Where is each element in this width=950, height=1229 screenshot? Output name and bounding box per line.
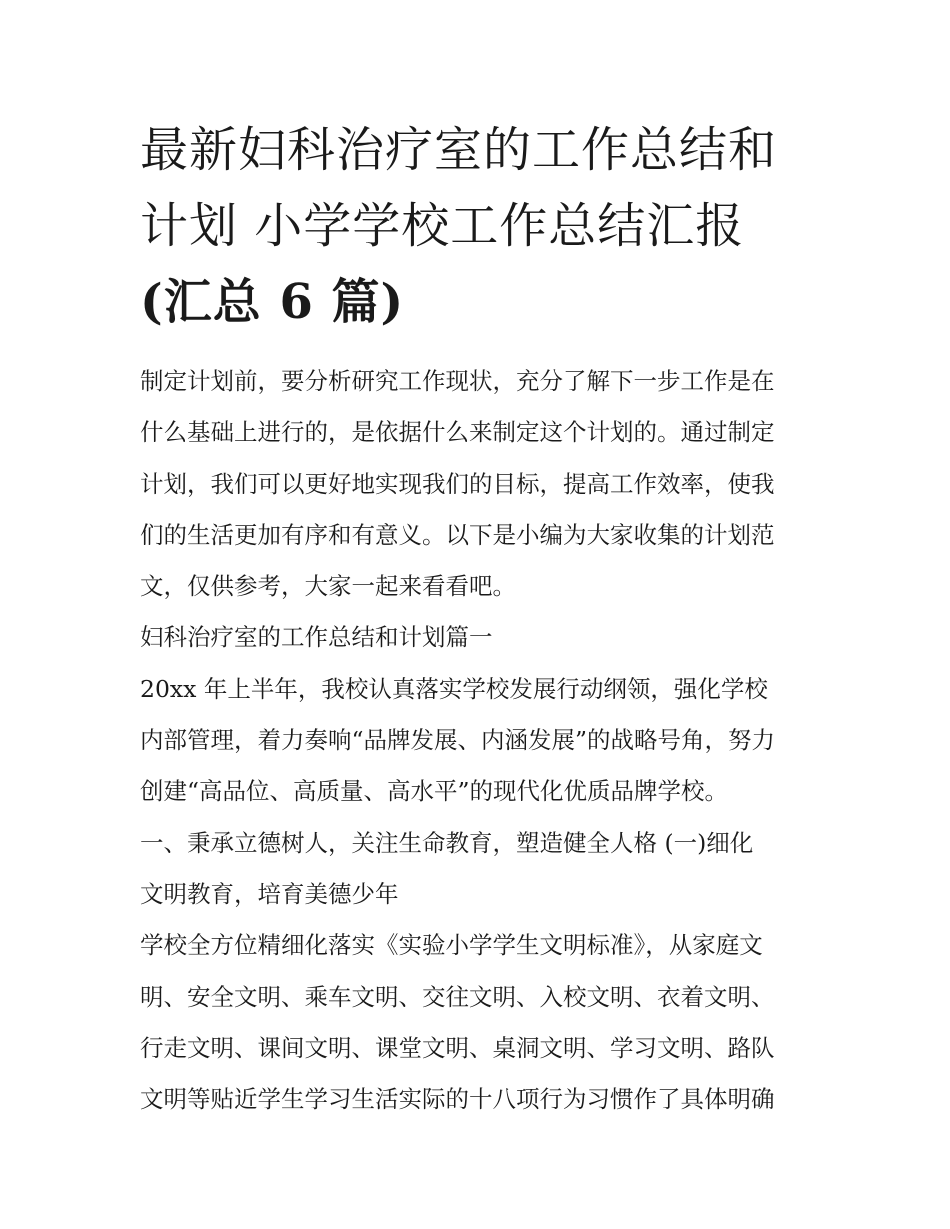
subsection-heading: 一、秉承立德树人，关注生命教育，塑造健全人格 (一)细化: [140, 828, 754, 857]
title-line-3: [140, 264, 820, 340]
title-line-3-open: (汇总: [140, 274, 280, 330]
body-line: 创建“高品位、高质量、高水平”的现代化优质品牌学校。: [140, 777, 729, 806]
body-line: 学校全方位精细化落实《实验小学学生文明标准》，从家庭文: [140, 931, 763, 960]
body-line: 内部管理，着力奏响“品牌发展、内涵发展”的战略号角，努力: [140, 726, 776, 755]
title-line-2: 计划 小学学校工作总结汇报: [140, 198, 745, 254]
body-line: 文明等贴近学生学习生活实际的十八项行为习惯作了具体明确: [140, 1085, 775, 1114]
body-line: 行走文明、课间文明、课堂文明、桌洞文明、学习文明、路队: [140, 1033, 775, 1062]
body-line: 们的生活更加有序和有意义。以下是小编为大家收集的计划范: [140, 520, 775, 549]
document-title: [140, 112, 820, 340]
body-line: 计划，我们可以更好地实现我们的目标，提高工作效率，使我: [140, 469, 775, 498]
title-article-count: 6: [279, 274, 314, 330]
body-line: 文，仅供参考，大家一起来看看吧。: [140, 572, 516, 601]
body-line: 制定计划前，要分析研究工作现状，充分了解下一步工作是在: [140, 367, 775, 395]
title-line-3-close: 篇): [313, 274, 405, 330]
body-line: 20xx 年上半年，我校认真落实学校发展行动纲领，强化学校: [140, 674, 768, 703]
subsection-heading-cont: 文明教育，培育美德少年: [140, 879, 399, 908]
body-line: 什么基础上进行的，是依据什么来制定这个计划的。通过制定: [140, 418, 775, 447]
section-heading: 妇科治疗室的工作总结和计划篇一: [140, 623, 493, 652]
body-line: 明、安全文明、乘车文明、交往文明、入校文明、衣着文明、: [140, 982, 775, 1011]
document-body: [140, 356, 820, 1125]
title-line-1: 最新妇科治疗室的工作总结和: [140, 122, 778, 178]
